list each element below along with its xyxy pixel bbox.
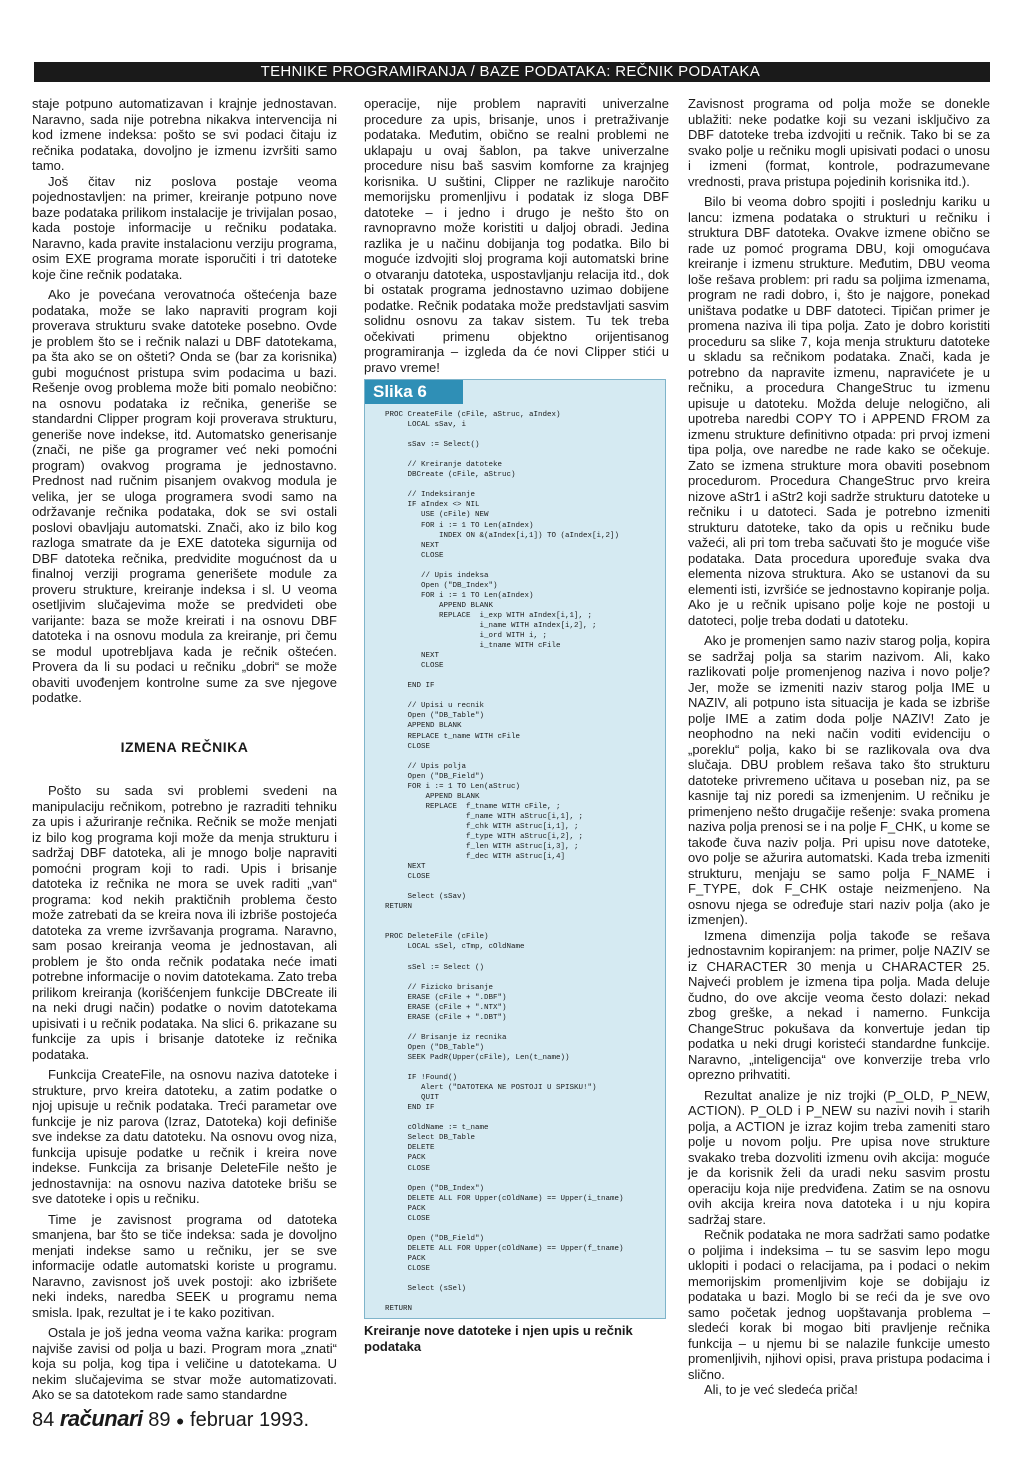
- article-paragraph: operacije, nije problem napraviti univerzalne procedure za upis, brisanje, unos i pretraživanje podataka. Međutim, obično se realni problemi ne uklapaju u ovaj šablon, pa takve univerzalne procedure nisu baš sasvim komforne za krajnjeg korisnika. U suštini, Clipper ne razlikuje naročito memorijsku promenljivu i podatak iz sloga DBF datoteke – i jedno i drugo je nešto što on ravnopravno može koristiti u daljoj obradi. Jedina razlika je u načinu dobijanja tog podatka. Bilo bi moguće izdvojiti sloj programa koji automatski brine o otvaranju datoteka, uspostavljanju relacija itd., dok bi ostatak programa jednostavno uzimao dobijene podatke. Rečnik podataka može predstavljati sasvim solidnu osnovu za takav sistem. Tu tek treba očekivati primenu objektno orijentisanog programiranja – izgleda da će novi Clipper stići u pravo vreme!: [364, 96, 669, 375]
- figure-caption: Kreiranje nove datoteke i njen upis u rečnik podataka: [364, 1323, 633, 1354]
- issue-date: februar 1993.: [190, 1409, 310, 1431]
- article-paragraph: Ako je promenjen samo naziv starog polja, kopira se sadržaj polja sa starim nazivom. Ali, kako razlikovati polje promenjenog naziva i novo polje? Jer, može se izmeniti naziv starog polja IME u NAZIV, ali potpuno ista situacija je kada se izbriše polje IME a zatim doda polje NAZIV! Zato je neophodno na neki način voditi evidenciju o „poreklu“ polja, kako bi se razlikovala ova dva slučaja. DBU problem rešava tako što strukturu datoteke privremeno učitava u poseban niz, pa se kasnije taj niz poredi sa izmenjenim. U rečniku je primenjeno nešto drugačije rešenje: svaka promena naziva polja prenosi se i na polje F_CHK, u kome se takođe čuva naziv polja. Pri upisu nove datoteke, ovo polje se ažurira automatski. Kada treba izmeniti strukturu, menjaju se samo polja F_NAME i F_TYPE, dok F_CHK ostaje neizmenjeno. Na osnovu njega se određuje stari naziv polja (ako je izmenjen).: [688, 633, 990, 927]
- section-header-bar: [34, 62, 990, 82]
- middle-column: [364, 96, 669, 375]
- article-paragraph: Izmena dimenzija polja takođe se rešava jednostavnim kopiranjem: na primer, polje NAZIV se iz CHARACTER 30 menja u CHARACTER 25. Najveći problem je izmena tipa polja. Mada deluje čudno, do ove akcije veoma često dolazi: nekad zbog greške, a nekad i namerno. Funkcija ChangeStruc pokušava da konvertuje jedan tip podatka u neki drugi koristeći standardne funkcije. Naravno, „inteligencija“ ove konverzije treba vrlo oprezno prihvatiti.: [688, 927, 990, 1082]
- article-paragraph: Bilo bi veoma dobro spojiti i poslednju kariku u lancu: izmena podataka o strukturi u rečniku i struktura DBF datoteka. Ovakve izmene obično se rade uz pomoć programa DBU, koji omogućava kreiranje i izmenu strukture. Međutim, DBU veoma loše rešava problem: pri radu sa poljima izmenama, program ne radi dobro, i, što je najgore, ponekad uništava podatke u DBF datoteci. Tipičan primer je promena naziva ili tipa polja. Zato je dobro koristiti proceduru sa slike 7, koja menja strukturu datoteke u skladu sa rečnikom podataka. Znači, kada je potrebno da napravite izmenu, napravićete je u rečniku, a procedura ChangeStruc tu izmenu upisuje u datoteku. Možda deluje nelogično, ali upotreba naredbi COPY TO i APPEND FROM za izmenu strukture definitivno otpada: pri prvoj izmeni tipa polja, ove naredbe ne rade kako se očekuje. Zato se izmena strukture mora obaviti posebnom procedurom. Procedura ChangeStruc prvo kreira nizove aStr1 i aStr2 koji sadrže strukturu datoteke u rečniku i u datoteci. Sada je potrebno izmeniti strukturu datoteke, tako da opis u rečniku bude važeći, ali pri tom treba sačuvati što je moguće više podataka. Data procedura upoređuje svaka dva elementa nizova struktura. Ako se ustanovi da su elementi isti, izvršiće se jednostavno kopiranje polja. Ako je u rečnik upisano polje koje ne postoji u datoteci, polje treba dodati u datoteku.: [688, 194, 990, 628]
- magazine-logo: računari: [59, 1406, 143, 1431]
- left-column: [32, 96, 337, 1403]
- article-paragraph: Pošto su sada svi problemi svedeni na manipulaciju rečnikom, potrebno je razraditi tehniku za upis i ažuriranje rečnika. Rečnik se može menjati iz bilo kog programa koji može da menja strukturu i sadržaj DBF datoteka, ali je mnogo bolje napraviti pomoćni program koji to radi. Upis i brisanje datoteka iz rečnika ne mora se uvek raditi „van“ programa: kod nekih praktičnih problema često može zatrebati da se kreira nova ili izbriše postojeća datoteka za vreme izvršavanja programa. Naravno, sam posao kreiranja veoma je jednostavan, ali problem je što onda rečnik podataka neće imati potrebne informacije o novim datotekama. Zato treba prilikom kreiranja (korišćenjem funkcije DBCreate ili na neki drugi način) podatke o novim datotekama upisivati i u rečnik podataka. Na slici 6. prikazane su funkcije za upis i brisanje datoteke iz rečnika podataka.: [32, 783, 337, 1062]
- article-paragraph: Ali, to je već sledeća priča!: [704, 1382, 858, 1397]
- code-figure: [364, 379, 666, 1319]
- article-paragraph: Rečnik podataka ne mora sadržati samo podatke o poljima i indeksima – tu se sasvim lepo mogu uklopiti i podaci o relacijama, pa i podaci o nekim memorijskim promenljivim koje se dobijaju iz podataka u bazi. Moglo bi se reći da je sve ovo samo početak jednog uopštavanja problema – sledeći korak bi mogao biti pravljenje rečnika funkcija – u njemu bi se nalazile funkcije umesto promenljivih, njihovi opisi, prava pristupa podacima i slično.: [688, 1227, 990, 1382]
- article-paragraph: Ostala je još jedna veoma važna karika: program najviše zavisi od polja u bazi. Program mora „znati“ koja su polja, kog tipa i veličine u datotekama. U nekim slučajevima se stvar može automatizovati. Ako se sa datotekom rade samo standardne: [32, 1325, 337, 1402]
- figure-label: Slika 6: [365, 380, 463, 404]
- page-number: 84: [32, 1409, 55, 1431]
- right-column: [688, 96, 990, 1398]
- article-paragraph: Još čitav niz poslova postaje veoma pojednostavljen: na primer, kreiranje potpuno nove baze podataka prilikom instalacije je trivijalan posao, kada postoje informacije u rečniku podataka. Naravno, kada pravite instalacionu verziju programa, osim EXE programa morate isporučiti i tri datoteke koje čine rečnik podataka.: [32, 173, 337, 282]
- section-heading: IZMENA REČNIKA: [120, 738, 249, 755]
- article-paragraph: Ako je povećana verovatnoća oštećenja baze podataka, može se lako napraviti program koji proverava strukturu svake datoteke posebno. Ovde je problem što se i rečnik nalazi u DBF datotekama, pa šta ako se on ošteti? Onda se (bar za korisnika) gubi mogućnost pristupa svim podacima u bazi. Rešenje ovog problema može biti pomalo neobično: na osnovu podataka iz rečnika, generiše se standardni Clipper program koji proverava strukturu, generiše nove indekse, itd. Automatsko generisanje (znači, ne piše ga programer već neki pomoćni program) ovakvog programa je jednostavno. Prednost nad ručnim pisanjem ovakvog modula je velika, jer se uloga programera svodi samo na održavanje rečnika podataka, dok se svi ostali poslovi obavljaju automatski. Znači, ako iz bilo kog razloga smatrate da je EXE datoteka sigurnija od DBF datoteka rečnika, predvidite mogućnost da u finalnoj verziji programa generišete module za proveru strukture, kreiranje indeksa i sl. U veoma osetljivim slučajevima može se predvideti obe varijante: baza se može kreirati i na osnovu DBF datoteka i na osnovu modula za kreiranje, pri čemu se modul upotrebljava kada je rečnik oštećen. Provera da li su podaci u rečniku „dobri“ se može obaviti uvođenjem kontrolne sume za sve njegove podatke.: [32, 287, 337, 705]
- article-paragraph: staje potpuno automatizavan i krajnje jednostavan. Naravno, sada nije potrebna nikakva intervencija ni kod izmene indeksa: pošto se svi podaci čitaju iz rečnika podataka, dovoljno je izmenu izvršiti samo tamo.: [32, 96, 337, 173]
- code-listing: PROC CreateFile (cFile, aStruc, aIndex) LOCAL sSav, i sSav := Select() // Kreiranje datoteke DBCreate (cFile, aStruc) // Indeksiranje IF aIndex <> NIL USE (cFile) NEW FOR i := 1 TO Len(aIndex) INDEX ON &(aIndex[i,1]) TO (aIndex[i,2]) NEXT CLOSE // Upis indeksa Open ("DB_Index") FOR i := 1 TO Len(aIndex) APPEND BLANK REPLACE i_exp WITH aIndex[i,1], ; i_name WITH aIndex[i,2], ; i_ord WITH i, ; i_tname WITH cFile NEXT CLOSE END IF // Upisi u recnik Open ("DB_Table") APPEND BLANK REPLACE t_name WITH cFile CLOSE // Upis polja Open ("DB_Field") FOR i := 1 TO Len(aStruc) APPEND BLANK REPLACE f_tname WITH cFile, ; f_name WITH aStruc[i,1], ; f_chk WITH aStruc[i,1], ; f_type WITH aStruc[i,2], ; f_len WITH aStruc[i,3], ; f_dec WITH aStruc[i,4] NEXT CLOSE Select (sSav) RETURN PROC DeleteFile (cFile) LOCAL sSel, cTmp, cOldName sSel := Select () // Fizicko brisanje ERASE (cFile + ".DBF") ERASE (cFile + ".NTX") ERASE (cFile + ".DBT") // Brisanje iz recnika Open ("DB_Table") SEEK PadR(Upper(cFile), Len(t_name)) IF !Found() Alert ("DATOTEKA NE POSTOJI U SPISKU!") QUIT END IF cOldName := t_name Select DB_Table DELETE PACK CLOSE Open ("DB_Index") DELETE ALL FOR Upper(cOldName) == Upper(i_tname) PACK CLOSE Open ("DB_Field") DELETE ALL FOR Upper(cOldName) == Upper(f_tname) PACK CLOSE Select (sSel) RETURN: [385, 411, 624, 1314]
- article-paragraph: Zavisnost programa od polja može se donekle ublažiti: neke podatke koji su vezani isključivo za DBF datoteke treba izdvojiti u rečnik. Tako bi se za svako polje u rečniku mogli upisivati podaci o unosu i izmeni (format, kontrole, podrazumevane vrednosti, prava pristupa pojedinih korisnika itd.).: [688, 96, 990, 189]
- page-footer: [32, 1406, 309, 1432]
- bullet-separator: ●: [176, 1412, 185, 1429]
- issue-number: 89: [148, 1409, 171, 1431]
- article-paragraph: Funkcija CreateFile, na osnovu naziva datoteke i strukture, prvo kreira datoteku, a zatim podatke o njoj upisuje u rečnik podataka. Treći parametar ove funkcije je niz parova (Izraz, Datoteka) koji definiše sve indekse za datu datoteku. Na osnovu ovog niza, funkcija upisuje podatke u rečnik i kreira nove indekse. Funkcija za brisanje DeleteFile nešto je jednostavnija: na osnovu naziva datoteke brišu se sve datoteke i opis u rečniku.: [32, 1067, 337, 1206]
- article-paragraph: Time je zavisnost programa od datoteka smanjena, bar što se tiče indeksa: sada je dovoljno menjati indekse samo u rečniku, jer se sve informacije odatle automatski koriste u programu. Naravno, zavisnost još uvek postoji: ako izbrišete neki indeks, naredba SEEK u programu nema smisla. Ipak, rezultat je i te kako pozitivan.: [32, 1211, 337, 1320]
- article-paragraph: Rezultat analize je niz trojki (P_OLD, P_NEW, ACTION). P_OLD i P_NEW su nazivi novih i starih polja, a ACTION je izraz kojim treba zameniti staro polje u novom polju. Pre upisa nove strukture svakako treba dozvoliti izmenu ovih akcija: moguće je da korisnik želi da uradi neku sasvim prostu operaciju koja nije predviđena. Zatim se na osnovu ovih akcija kreira nova datoteka i u nju kopira sadržaj stare.: [688, 1087, 990, 1227]
- section-header-title: TEHNIKE PROGRAMIRANJA / BAZE PODATAKA: REČNIK PODATAKA: [260, 63, 760, 80]
